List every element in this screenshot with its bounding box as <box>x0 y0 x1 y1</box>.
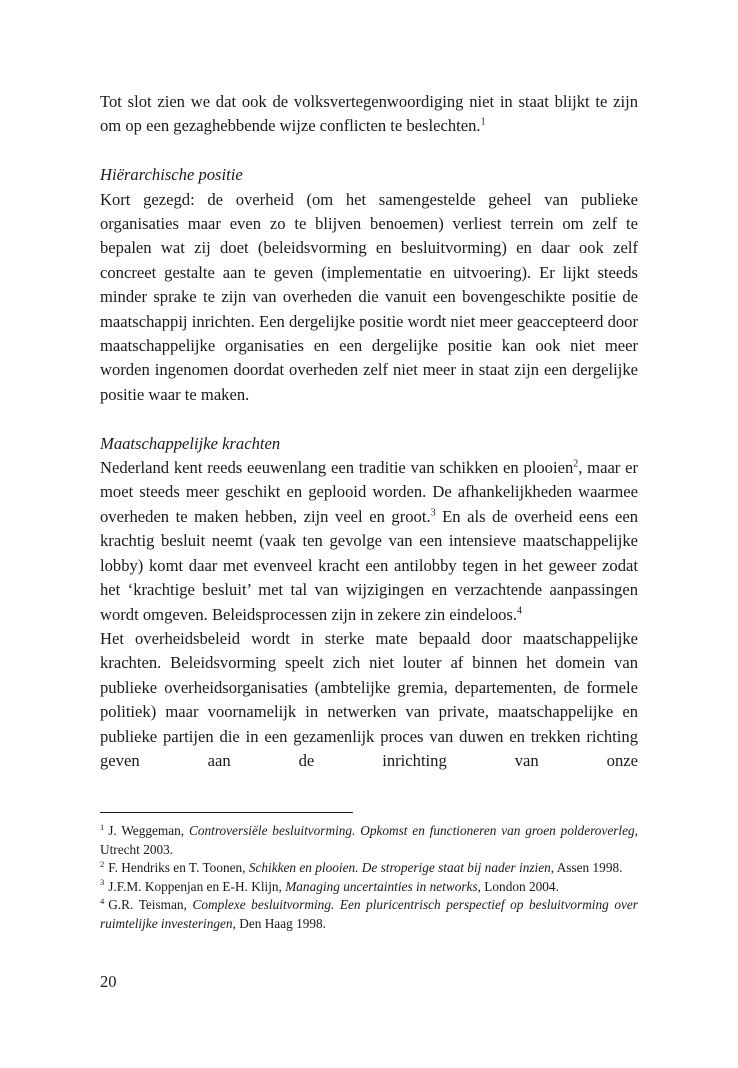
intro-text: Tot slot zien we dat ook de volksvertegenwoordiging niet in staat blijkt te zijn om op een gezaghebbende wijze conflicten te beslechten. <box>100 92 638 136</box>
footnote-ref-4[interactable]: 4 <box>517 604 523 616</box>
footnote-details: , Den Haag 1998. <box>232 915 326 931</box>
footnote-details: , Assen 1998. <box>550 860 623 876</box>
footnote-title: Managing uncertainties in networks <box>285 878 478 894</box>
footnotes <box>100 822 638 934</box>
section-gap <box>100 139 638 163</box>
footnote-author: J.F.M. Koppenjan en E-H. Klijn, <box>108 878 286 894</box>
footnote-3 <box>100 878 638 897</box>
footnote-2 <box>100 859 638 878</box>
section2-paragraph-1 <box>100 456 638 627</box>
footnote-ref-2[interactable]: 2 <box>573 458 579 470</box>
footnote-1 <box>100 822 638 859</box>
footnote-details: , London 2004. <box>477 878 559 894</box>
section2-paragraph-2: Het overheidsbeleid wordt in sterke mate bepaald door maatschappelijke krachten. Beleidsvorming speelt zich niet louter af binnen het domein van publieke overheidsorganisaties (ambtelijke gremia, departementen, de formele politiek) maar voornamelijk in netwerken van private, maatschappelijke en publieke partijen die in een gezamenlijk proces van duwen en trekken richting geven aan de inrichting van onze <box>100 628 638 770</box>
footnote-author: F. Hendriks en T. Toonen, <box>108 860 249 876</box>
paragraph-text: Nederland kent reeds eeuwenlang een traditie van schikken en plooien <box>100 458 574 478</box>
footnote-author: G.R. Teisman, <box>108 897 193 913</box>
footnote-4 <box>100 896 638 933</box>
paragraph-text: En als de overheid eens een krachtig besluit neemt (vaak ten gevolge van een intensieve maatschappelijke lobby) komt daar met evenveel kracht een antilobby tegen in het geweer zodat het ‘krachtige besluit’ met tal van wijzigingen en verzachtende aanpassingen wordt omgeven. Beleidsprocessen zijn in zekere zin eindeloos. <box>100 506 638 624</box>
intro-paragraph <box>100 90 638 139</box>
section-gap <box>100 407 638 431</box>
footnote-number: 4 <box>100 895 105 906</box>
paragraph-text: , maar er moet steeds meer geschikt en geplooid worden. De afhankelijkheden waarmee overheden te maken hebben, zijn veel en groot. <box>100 458 638 526</box>
main-text <box>100 90 638 773</box>
footnote-title: Controversiële besluitvorming. Opkomst en functioneren van groen polderoverleg <box>188 823 635 838</box>
section1-paragraph: Kort gezegd: de overheid (om het samengestelde geheel van publieke organisaties maar even zo te blijven benoemen) verliest terrein om zelf te bepalen wat zij doet (beleidsvorming en besluitvorming) en daar ook zelf concreet gestalte aan te geven (implementatie en uitvoering). Er lijkt steeds minder sprake te zijn van overheden die vanuit een bovengeschikte positie de maatschappij inrichten. Een dergelijke positie wordt niet meer geaccepteerd door maatschappelijke organisaties en een dergelijke positie kan ook niet meer worden ingenomen doordat overheden zelf niet meer in staat zijn een dergelijke positie waar te maken. <box>100 189 638 404</box>
section-heading-hierarchische-positie: Hiërarchische positie <box>100 165 243 185</box>
section-heading-maatschappelijke-krachten: Maatschappelijke krachten <box>100 433 281 453</box>
footnote-title: Schikken en plooien. De stroperige staat bij nader inzien <box>248 860 551 876</box>
footnote-ref-3[interactable]: 3 <box>430 507 436 519</box>
footnote-details: , Utrecht 2003. <box>100 823 638 857</box>
footnote-separator <box>100 812 353 813</box>
footnote-title: Complexe besluitvorming. Een pluricentrisch perspectief op besluitvorming over ruimtelijke investeringen <box>100 897 638 931</box>
footnote-number: 1 <box>100 821 105 832</box>
page-number: 20 <box>100 972 117 991</box>
footnote-author: J. Weggeman, <box>108 823 189 838</box>
footnote-number: 3 <box>100 877 105 888</box>
footnote-ref-1[interactable]: 1 <box>480 116 486 128</box>
footnote-number: 2 <box>100 858 105 869</box>
